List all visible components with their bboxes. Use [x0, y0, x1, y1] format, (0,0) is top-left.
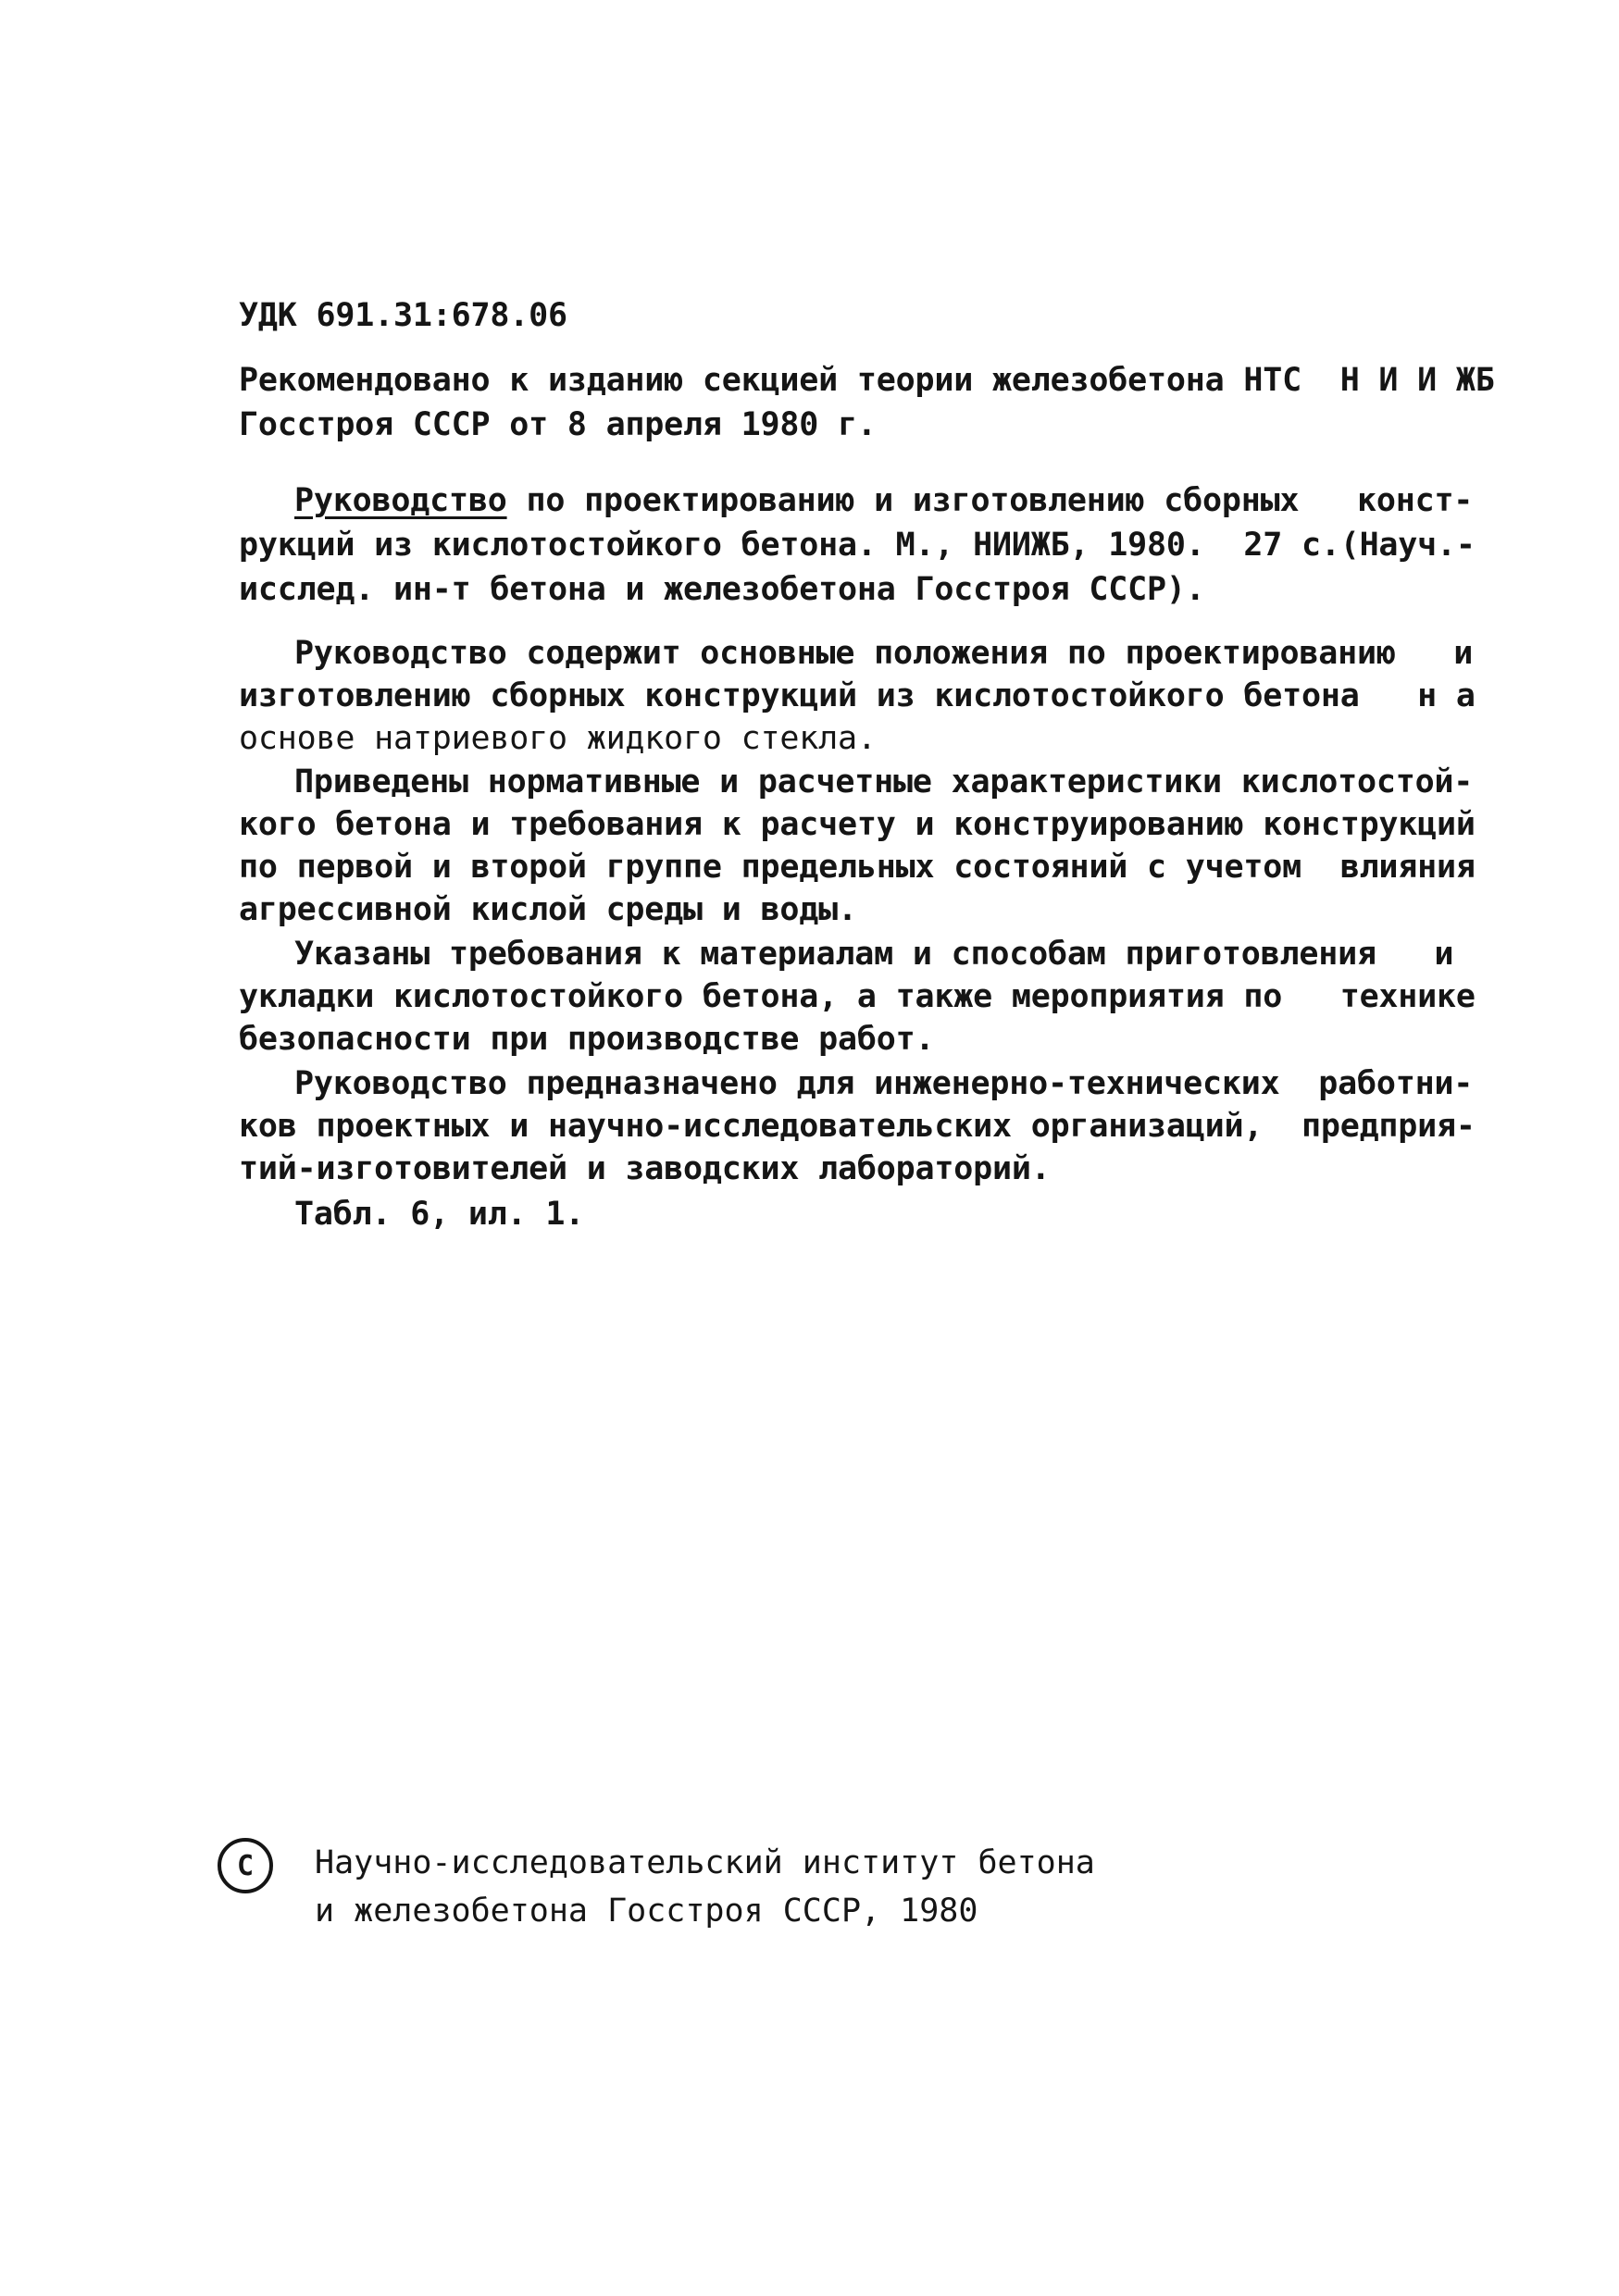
abstract-p1-line-3: основе натриевого жидкого стекла. [239, 720, 877, 757]
copyright-symbol: C [236, 1849, 255, 1882]
abstract-p5-line-1: Табл. 6, ил. 1. [294, 1196, 585, 1233]
copyright-icon [218, 1838, 273, 1893]
bibliography-line-1-rest: по проектированию и изготовлению сборных конст- [506, 482, 1474, 519]
abstract-p2-line-2: кого бетона и требования к расчету и конструированию конструкций [239, 806, 1476, 843]
recommendation-line-2: Госстроя СССР от 8 апреля 1980 г. [239, 406, 877, 443]
abstract-p2-line-1: Приведены нормативные и расчетные характеристики кислотостой- [294, 763, 1474, 800]
udk-code: УДК 691.31:678.06 [239, 297, 567, 334]
abstract-p3-line-1: Указаны требования к материалам и способам приготовления и [294, 936, 1454, 973]
abstract-p1-line-2: изготовлению сборных конструкций из кислотостойкого бетона н а [239, 677, 1476, 714]
abstract-p3-line-2: укладки кислотостойкого бетона, а также мероприятия по технике [239, 978, 1476, 1015]
bibliography-line-3: исслед. ин-т бетона и железобетона Госстроя СССР). [239, 571, 1205, 608]
copyright-line-2: и железобетона Госстроя СССР, 1980 [315, 1893, 978, 1930]
abstract-p3-line-3: безопасности при производстве работ. [239, 1021, 935, 1058]
bibliography-line-1 [294, 479, 1473, 522]
abstract-p4-line-3: тий-изготовителей и заводских лабораторий. [239, 1150, 1051, 1187]
abstract-p2-line-3: по первой и второй группе предельных состояний с учетом влияния [239, 849, 1476, 886]
bibliography-title-word: Руководство [294, 482, 507, 519]
bibliography-line-2: рукций из кислотостойкого бетона. М., НИИЖБ, 1980. 27 с.(Науч.- [239, 527, 1476, 564]
abstract-p2-line-4: агрессивной кислой среды и воды. [239, 891, 857, 928]
recommendation-line-1: Рекомендовано к изданию секцией теории железобетона НТС Н И И ЖБ [239, 362, 1495, 399]
abstract-p4-line-2: ков проектных и научно-исследовательских организаций, предприя- [239, 1108, 1476, 1145]
abstract-p4-line-1: Руководство предназначено для инженерно-технических работни- [294, 1065, 1474, 1102]
abstract-p1-line-1: Руководство содержит основные положения по проектированию и [294, 635, 1474, 672]
copyright-line-1: Научно-исследовательский институт бетона [315, 1844, 1095, 1881]
